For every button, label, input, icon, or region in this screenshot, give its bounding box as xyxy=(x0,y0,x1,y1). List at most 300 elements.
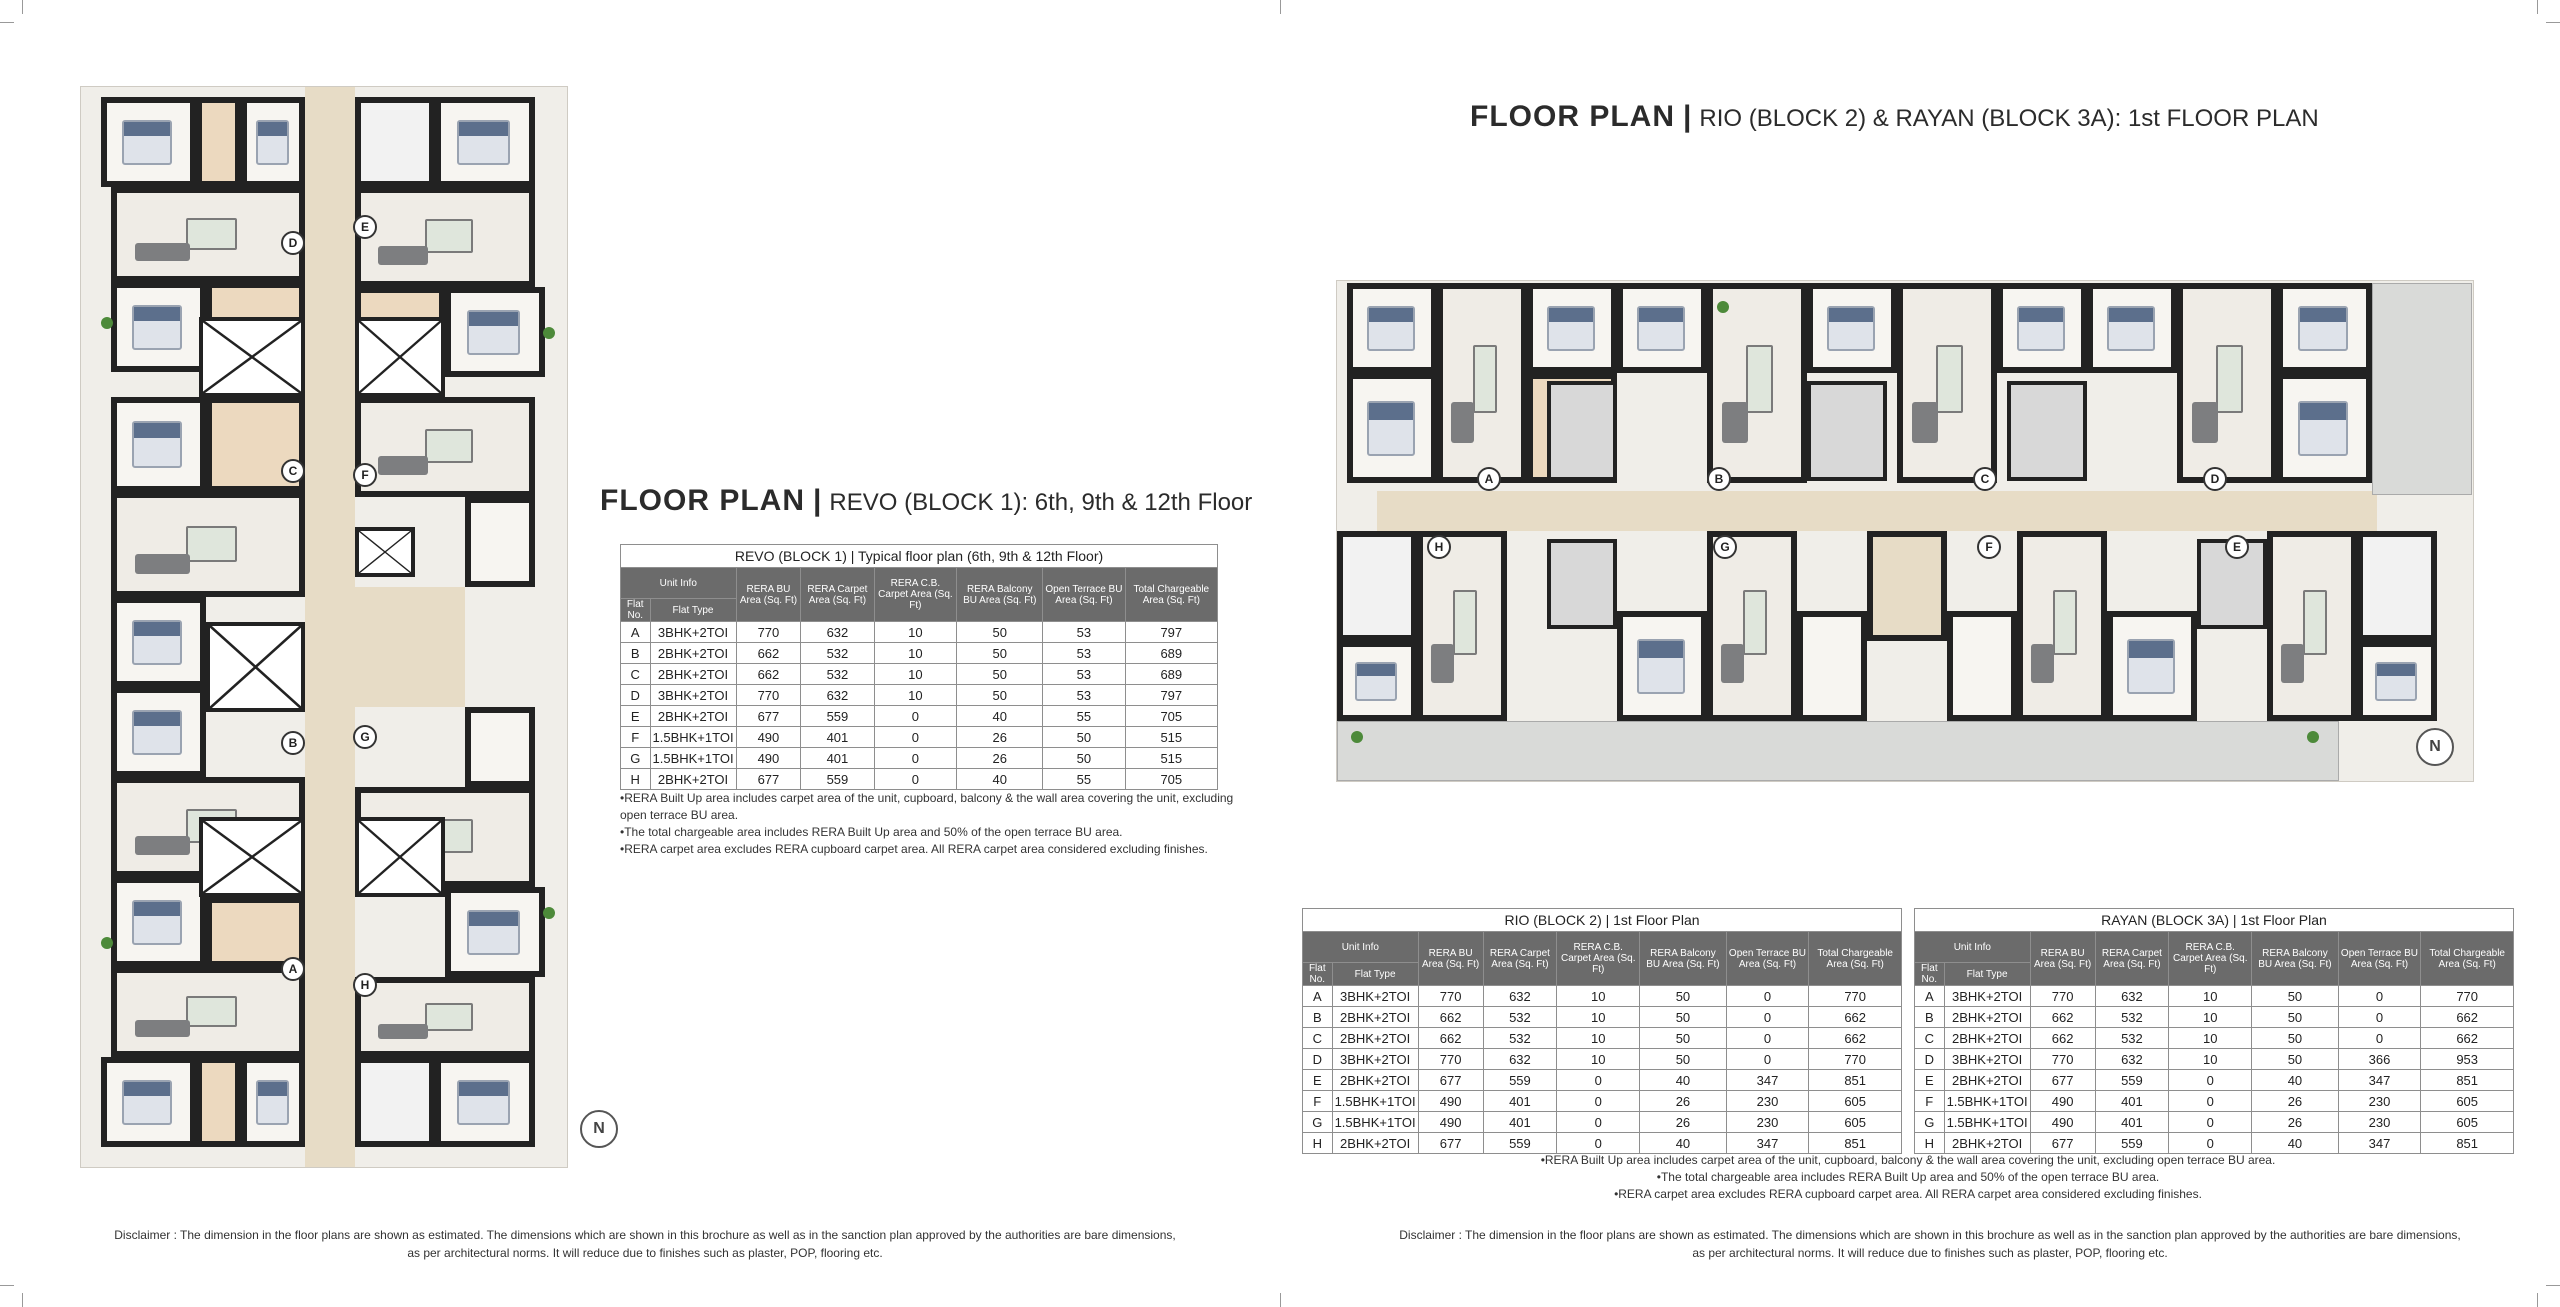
table-header: RERA Carpet Area (Sq. Ft) xyxy=(801,568,874,622)
bedroom xyxy=(241,97,305,187)
table-cell: 3BHK+2TOI xyxy=(650,685,736,706)
table-cell: 2BHK+2TOI xyxy=(1332,1007,1418,1028)
bedroom xyxy=(2357,641,2437,721)
table-header: RERA C.B. Carpet Area (Sq. Ft) xyxy=(2169,932,2252,986)
table-cell: 662 xyxy=(2030,1028,2095,1049)
table-cell: 490 xyxy=(1418,1091,1483,1112)
table-cell: 10 xyxy=(2169,1007,2252,1028)
study xyxy=(1947,611,2017,721)
table-header: RERA Carpet Area (Sq. Ft) xyxy=(2095,932,2169,986)
central-corridor xyxy=(305,87,355,1167)
table-cell: 632 xyxy=(801,685,874,706)
study xyxy=(465,497,535,587)
flat-label: G xyxy=(1713,535,1737,559)
table-cell: 1.5BHK+1TOI xyxy=(1944,1091,2030,1112)
flat-label: C xyxy=(281,459,305,483)
study xyxy=(1797,611,1867,721)
table-cell: 662 xyxy=(1418,1007,1483,1028)
area-notes xyxy=(620,790,1240,858)
flat-label: E xyxy=(353,215,377,239)
bedroom xyxy=(101,97,196,187)
staircase xyxy=(355,97,435,187)
table-cell: 10 xyxy=(1557,1007,1640,1028)
bedroom xyxy=(111,282,206,372)
table-cell: 490 xyxy=(2030,1091,2095,1112)
flat-label: D xyxy=(281,231,305,255)
table-cell: 0 xyxy=(874,727,957,748)
duct-shaft xyxy=(206,622,305,712)
table-group-header: Unit Info xyxy=(1303,932,1419,963)
table-cell: B xyxy=(621,643,651,664)
table-cell: 10 xyxy=(874,643,957,664)
table-cell: 10 xyxy=(1557,986,1640,1007)
table-cell: 10 xyxy=(874,685,957,706)
living-dining xyxy=(1437,283,1527,483)
table-cell: 1.5BHK+1TOI xyxy=(650,727,736,748)
table-cell: 40 xyxy=(2252,1133,2338,1154)
table-cell: 401 xyxy=(801,727,874,748)
table-cell: 515 xyxy=(1125,727,1217,748)
table-cell: 851 xyxy=(1809,1133,1902,1154)
living-dining xyxy=(355,977,535,1057)
table-cell: 401 xyxy=(2095,1112,2169,1133)
table-header: RERA C.B. Carpet Area (Sq. Ft) xyxy=(874,568,957,622)
crop-mark xyxy=(2537,1293,2538,1307)
table-caption: RAYAN (BLOCK 3A) | 1st Floor Plan xyxy=(1915,909,2514,932)
table-cell: 770 xyxy=(2421,986,2514,1007)
flat-label: F xyxy=(1977,535,2001,559)
table-body xyxy=(621,622,1218,790)
table-cell: H xyxy=(621,769,651,790)
bedroom xyxy=(435,97,535,187)
table-cell: 632 xyxy=(1483,1049,1557,1070)
crop-mark xyxy=(1280,0,1281,14)
table-cell: 53 xyxy=(1043,685,1125,706)
bedroom xyxy=(111,687,206,777)
table-cell: A xyxy=(621,622,651,643)
table-cell: 55 xyxy=(1043,769,1125,790)
lift-shaft xyxy=(355,527,415,577)
living-dining xyxy=(2017,531,2107,721)
flat-label: A xyxy=(281,957,305,981)
table-cell: 662 xyxy=(2421,1028,2514,1049)
table-cell: 0 xyxy=(1557,1112,1640,1133)
table-cell: G xyxy=(1915,1112,1945,1133)
table-cell: 3BHK+2TOI xyxy=(1944,1049,2030,1070)
table-cell: 632 xyxy=(2095,1049,2169,1070)
crop-mark xyxy=(2546,22,2560,23)
table-cell: 2BHK+2TOI xyxy=(1332,1070,1418,1091)
table-row xyxy=(621,622,1218,643)
rayan-area-table xyxy=(1914,908,2514,1154)
table-cell: 490 xyxy=(2030,1112,2095,1133)
table-cell: 10 xyxy=(2169,1028,2252,1049)
table-cell: 851 xyxy=(1809,1070,1902,1091)
table-cell: 689 xyxy=(1125,664,1217,685)
table-row xyxy=(621,769,1218,790)
table-cell: 26 xyxy=(957,748,1043,769)
table-cell: 230 xyxy=(2338,1091,2421,1112)
bedroom xyxy=(445,887,545,977)
table-cell: 26 xyxy=(2252,1112,2338,1133)
bedroom xyxy=(1347,283,1437,373)
plant-icon xyxy=(2307,731,2319,743)
table-cell: 0 xyxy=(2338,1007,2421,1028)
bedroom xyxy=(1347,373,1437,483)
table-cell: 0 xyxy=(2169,1070,2252,1091)
table-cell: G xyxy=(1303,1112,1333,1133)
table-caption: REVO (BLOCK 1) | Typical floor plan (6th, 9th & 12th Floor) xyxy=(621,545,1218,568)
table-cell: 677 xyxy=(736,769,801,790)
table-cell: 50 xyxy=(2252,1028,2338,1049)
table-cell: 53 xyxy=(1043,622,1125,643)
table-row xyxy=(621,748,1218,769)
table-cell: 401 xyxy=(2095,1091,2169,1112)
table-row xyxy=(1915,1133,2514,1154)
duct-shaft xyxy=(355,817,445,897)
table-cell: 3BHK+2TOI xyxy=(1332,1049,1418,1070)
table-cell: C xyxy=(1915,1028,1945,1049)
table-cell: 532 xyxy=(801,664,874,685)
table-cell: 705 xyxy=(1125,706,1217,727)
table-header: Total Chargeable Area (Sq. Ft) xyxy=(1125,568,1217,622)
table-cell: 490 xyxy=(736,727,801,748)
lift-lobby xyxy=(1867,531,1947,641)
table-cell: A xyxy=(1303,986,1333,1007)
table-cell: 2BHK+2TOI xyxy=(1944,1070,2030,1091)
table-cell: 347 xyxy=(2338,1070,2421,1091)
north-arrow-icon: N xyxy=(580,1110,618,1148)
staircase xyxy=(1337,531,1417,641)
table-cell: 3BHK+2TOI xyxy=(650,622,736,643)
table-cell: D xyxy=(1303,1049,1333,1070)
table-cell: 662 xyxy=(1809,1007,1902,1028)
table-cell: 662 xyxy=(1809,1028,1902,1049)
table-cell: 490 xyxy=(736,748,801,769)
duct-shaft xyxy=(1807,381,1887,481)
table-cell: 559 xyxy=(801,706,874,727)
table-cell: 230 xyxy=(2338,1112,2421,1133)
duct-shaft xyxy=(2007,381,2087,481)
flat-label: B xyxy=(281,731,305,755)
table-cell: 559 xyxy=(2095,1070,2169,1091)
table-cell: 347 xyxy=(2338,1133,2421,1154)
table-cell: 0 xyxy=(1726,1007,1809,1028)
note: •RERA carpet area excludes RERA cupboard carpet area. All RERA carpet area considered excluding finishes. xyxy=(620,842,1208,856)
table-cell: 401 xyxy=(1483,1091,1557,1112)
table-cell: 2BHK+2TOI xyxy=(1332,1028,1418,1049)
table-cell: 705 xyxy=(1125,769,1217,790)
flat-label: G xyxy=(353,725,377,749)
table-row xyxy=(621,664,1218,685)
table-cell: 50 xyxy=(2252,1049,2338,1070)
table-cell: 605 xyxy=(2421,1091,2514,1112)
table-header: Total Chargeable Area (Sq. Ft) xyxy=(1809,932,1902,986)
table-cell: 532 xyxy=(2095,1007,2169,1028)
table-cell: 347 xyxy=(1726,1133,1809,1154)
table-row xyxy=(621,643,1218,664)
table-row xyxy=(1303,1070,1902,1091)
table-cell: 953 xyxy=(2421,1049,2514,1070)
table-header: Open Terrace BU Area (Sq. Ft) xyxy=(1726,932,1809,986)
flat-label: F xyxy=(353,463,377,487)
table-cell: 677 xyxy=(736,706,801,727)
plant-icon xyxy=(101,317,113,329)
title-separator: | xyxy=(1683,100,1692,133)
table-cell: 26 xyxy=(2252,1091,2338,1112)
flat-label: E xyxy=(2225,535,2249,559)
table-cell: 662 xyxy=(1418,1028,1483,1049)
table-row xyxy=(1915,1049,2514,1070)
plant-icon xyxy=(543,327,555,339)
table-cell: 532 xyxy=(1483,1007,1557,1028)
table-header: Flat Type xyxy=(650,599,736,622)
table-row xyxy=(1915,986,2514,1007)
table-header: Flat No. xyxy=(621,599,651,622)
table-cell: 0 xyxy=(2169,1091,2252,1112)
table-cell: 40 xyxy=(2252,1070,2338,1091)
living-dining xyxy=(1417,531,1507,721)
table-cell: 50 xyxy=(2252,1007,2338,1028)
table-cell: 770 xyxy=(1809,986,1902,1007)
table-cell: G xyxy=(621,748,651,769)
table-cell: 40 xyxy=(957,769,1043,790)
table-row xyxy=(621,685,1218,706)
table-cell: 1.5BHK+1TOI xyxy=(650,748,736,769)
table-cell: 0 xyxy=(1726,1028,1809,1049)
table-cell: D xyxy=(1915,1049,1945,1070)
lift-lobby xyxy=(355,587,465,707)
table-header: Open Terrace BU Area (Sq. Ft) xyxy=(1043,568,1125,622)
table-cell: 50 xyxy=(1043,727,1125,748)
plant-icon xyxy=(1351,731,1363,743)
living-dining xyxy=(1707,283,1807,483)
bedroom xyxy=(1807,283,1897,373)
duct-shaft xyxy=(199,817,305,897)
table-cell: 230 xyxy=(1726,1112,1809,1133)
table-header: RERA Balcony BU Area (Sq. Ft) xyxy=(1640,932,1726,986)
table-cell: 559 xyxy=(801,769,874,790)
bedroom xyxy=(2087,283,2177,373)
duct-shaft xyxy=(1547,381,1617,481)
table-row xyxy=(621,727,1218,748)
flat-label: B xyxy=(1707,467,1731,491)
table-cell: 532 xyxy=(1483,1028,1557,1049)
revo-area-table xyxy=(620,544,1218,790)
toilet xyxy=(196,97,241,187)
table-cell: 1.5BHK+1TOI xyxy=(1332,1112,1418,1133)
crop-mark xyxy=(0,22,14,23)
living-dining xyxy=(111,967,305,1057)
table-cell: 0 xyxy=(874,748,957,769)
table-row xyxy=(1303,1112,1902,1133)
table-cell: 689 xyxy=(1125,643,1217,664)
title-subtitle: RIO (BLOCK 2) & RAYAN (BLOCK 3A): 1st FLOOR PLAN xyxy=(1699,105,2319,132)
table-cell: 50 xyxy=(1640,986,1726,1007)
duct-shaft xyxy=(199,317,305,397)
table-row xyxy=(621,706,1218,727)
table-header: Open Terrace BU Area (Sq. Ft) xyxy=(2338,932,2421,986)
table-cell: 2BHK+2TOI xyxy=(1944,1028,2030,1049)
note: •The total chargeable area includes RERA Built Up area and 50% of the open terrace BU area. xyxy=(1656,1170,2160,1184)
table-row xyxy=(1303,1049,1902,1070)
table-cell: 605 xyxy=(1809,1091,1902,1112)
corridor xyxy=(1377,491,2377,531)
table-cell: 677 xyxy=(1418,1133,1483,1154)
living-dining xyxy=(2177,283,2277,483)
living-dining xyxy=(355,187,535,287)
bedroom xyxy=(101,1057,196,1147)
title-subtitle: REVO (BLOCK 1): 6th, 9th & 12th Floor xyxy=(829,489,1253,516)
toilet xyxy=(196,1057,241,1147)
table-cell: 347 xyxy=(1726,1070,1809,1091)
staircase xyxy=(2357,531,2437,641)
table-row xyxy=(1915,1007,2514,1028)
table-cell: 605 xyxy=(1809,1112,1902,1133)
title-main: FLOOR PLAN xyxy=(1470,100,1675,133)
table-cell: 770 xyxy=(1418,986,1483,1007)
table-cell: 0 xyxy=(2169,1112,2252,1133)
table-header: RERA BU Area (Sq. Ft) xyxy=(1418,932,1483,986)
table-cell: 797 xyxy=(1125,685,1217,706)
table-cell: 662 xyxy=(2421,1007,2514,1028)
table-cell: 50 xyxy=(1640,1028,1726,1049)
table-cell: 0 xyxy=(1726,1049,1809,1070)
table-cell: 490 xyxy=(1418,1112,1483,1133)
table-cell: F xyxy=(1915,1091,1945,1112)
note: •RERA carpet area excludes RERA cupboard carpet area. All RERA carpet area considered excluding finishes. xyxy=(1614,1187,2202,1201)
table-cell: D xyxy=(621,685,651,706)
table-cell: 0 xyxy=(1726,986,1809,1007)
table-header: RERA Balcony BU Area (Sq. Ft) xyxy=(957,568,1043,622)
crop-mark xyxy=(2537,0,2538,14)
table-header: RERA BU Area (Sq. Ft) xyxy=(2030,932,2095,986)
table-caption: RIO (BLOCK 2) | 1st Floor Plan xyxy=(1303,909,1902,932)
table-cell: 605 xyxy=(2421,1112,2514,1133)
table-cell: 3BHK+2TOI xyxy=(1332,986,1418,1007)
table-cell: A xyxy=(1915,986,1945,1007)
bedroom xyxy=(1617,283,1707,373)
table-cell: 26 xyxy=(1640,1112,1726,1133)
table-cell: 851 xyxy=(2421,1070,2514,1091)
table-cell: 2BHK+2TOI xyxy=(650,643,736,664)
table-cell: 797 xyxy=(1125,622,1217,643)
bedroom xyxy=(1337,641,1417,721)
bedroom xyxy=(111,597,206,687)
table-cell: 1.5BHK+1TOI xyxy=(1332,1091,1418,1112)
table-cell: 50 xyxy=(957,643,1043,664)
note: •The total chargeable area includes RERA Built Up area and 50% of the open terrace BU area. xyxy=(620,825,1123,839)
duct-shaft xyxy=(355,317,445,397)
table-cell: 10 xyxy=(874,622,957,643)
bedroom xyxy=(1617,611,1707,721)
crop-mark xyxy=(22,0,23,14)
north-arrow-icon: N xyxy=(2416,728,2454,766)
table-cell: 662 xyxy=(736,643,801,664)
table-cell: 770 xyxy=(736,622,801,643)
table-cell: 1.5BHK+1TOI xyxy=(1944,1112,2030,1133)
table-cell: 26 xyxy=(1640,1091,1726,1112)
table-row xyxy=(1915,1112,2514,1133)
plant-icon xyxy=(543,907,555,919)
table-cell: 55 xyxy=(1043,706,1125,727)
table-cell: 2BHK+2TOI xyxy=(1944,1133,2030,1154)
table-header: Total Chargeable Area (Sq. Ft) xyxy=(2421,932,2514,986)
table-cell: 401 xyxy=(1483,1112,1557,1133)
table-row xyxy=(1915,1070,2514,1091)
bedroom xyxy=(2107,611,2197,721)
table-cell: 770 xyxy=(736,685,801,706)
crop-mark xyxy=(22,1293,23,1307)
table-cell: 0 xyxy=(1557,1091,1640,1112)
table-row xyxy=(1303,1028,1902,1049)
table-cell: 559 xyxy=(1483,1070,1557,1091)
table-cell: 0 xyxy=(1557,1133,1640,1154)
table-cell: 677 xyxy=(2030,1133,2095,1154)
table-header: RERA Balcony BU Area (Sq. Ft) xyxy=(2252,932,2338,986)
living-dining xyxy=(2267,531,2357,721)
table-cell: B xyxy=(1303,1007,1333,1028)
table-cell: 2BHK+2TOI xyxy=(650,664,736,685)
table-header: RERA Carpet Area (Sq. Ft) xyxy=(1483,932,1557,986)
living-dining xyxy=(1897,283,1997,483)
table-cell: 559 xyxy=(2095,1133,2169,1154)
table-cell: 770 xyxy=(1809,1049,1902,1070)
table-cell: 50 xyxy=(957,685,1043,706)
flat-label: D xyxy=(2203,467,2227,491)
table-cell: 632 xyxy=(2095,986,2169,1007)
flat-label: C xyxy=(1973,467,1997,491)
table-cell: 366 xyxy=(2338,1049,2421,1070)
table-cell: 3BHK+2TOI xyxy=(1944,986,2030,1007)
table-cell: E xyxy=(1303,1070,1333,1091)
table-header: Flat Type xyxy=(1332,963,1418,986)
table-group-header: Unit Info xyxy=(621,568,737,599)
table-body xyxy=(1303,986,1902,1154)
table-cell: C xyxy=(1303,1028,1333,1049)
flat-label: H xyxy=(353,973,377,997)
table-cell: 770 xyxy=(1418,1049,1483,1070)
table-cell: 0 xyxy=(2169,1133,2252,1154)
note: •RERA Built Up area includes carpet area of the unit, cupboard, balcony & the wall area covering the unit, excluding open terrace BU area. xyxy=(620,791,1234,822)
page-title xyxy=(1470,100,2319,134)
living-dining xyxy=(111,187,305,282)
table-row xyxy=(1915,1091,2514,1112)
bedroom xyxy=(445,287,545,377)
table-body xyxy=(1915,986,2514,1154)
table-row xyxy=(1915,1028,2514,1049)
living-dining xyxy=(355,397,535,497)
bedroom xyxy=(111,877,206,967)
table-cell: 662 xyxy=(736,664,801,685)
plant-icon xyxy=(1717,301,1729,313)
flat-label: A xyxy=(1477,467,1501,491)
table-cell: 0 xyxy=(874,769,957,790)
table-cell: 53 xyxy=(1043,643,1125,664)
living-dining xyxy=(111,492,305,597)
table-cell: 40 xyxy=(957,706,1043,727)
table-cell: 851 xyxy=(2421,1133,2514,1154)
table-cell: 532 xyxy=(801,643,874,664)
bedroom xyxy=(241,1057,305,1147)
table-cell: H xyxy=(1303,1133,1333,1154)
table-cell: 50 xyxy=(1640,1049,1726,1070)
table-group-header: Unit Info xyxy=(1915,932,2031,963)
crop-mark xyxy=(1280,1293,1281,1307)
table-cell: 0 xyxy=(1557,1070,1640,1091)
bedroom xyxy=(111,397,206,492)
table-cell: 50 xyxy=(2252,986,2338,1007)
